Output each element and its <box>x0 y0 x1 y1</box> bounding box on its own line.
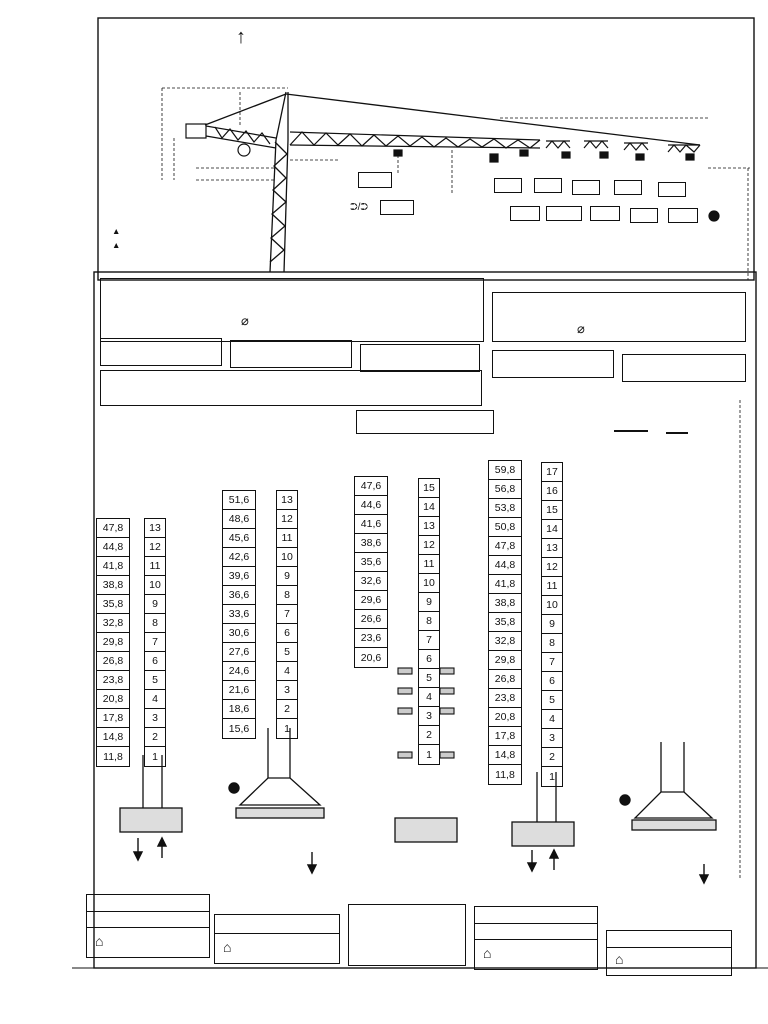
t3-row-f3 <box>475 923 597 940</box>
height-cell: 45,6 <box>223 529 255 548</box>
height-cell: 29,6 <box>355 591 387 610</box>
section-cell: 4 <box>277 662 297 681</box>
section-cell: 10 <box>542 596 562 615</box>
model-ba45a <box>360 344 480 372</box>
height-cell: 20,8 <box>97 690 129 709</box>
height-cell: 47,8 <box>489 537 521 556</box>
height-cell: 35,8 <box>489 613 521 632</box>
height-cell: 18,6 <box>223 700 255 719</box>
section-cell: 4 <box>145 690 165 709</box>
reaction-table-1 <box>86 894 210 958</box>
t4-row-f1 <box>607 931 731 948</box>
reaction-table-4 <box>606 930 732 976</box>
tip-load-2 <box>546 206 582 221</box>
height-cell: 32,8 <box>97 614 129 633</box>
section-cell: 5 <box>145 671 165 690</box>
section-cell: 9 <box>542 615 562 634</box>
height-cell: 38,8 <box>489 594 521 613</box>
reaction-table-3 <box>474 906 598 970</box>
height-cell: 38,6 <box>355 534 387 553</box>
height-cell: 11,8 <box>103 750 123 763</box>
section-cell: 12 <box>542 558 562 577</box>
height-cell: 21,6 <box>223 681 255 700</box>
section-cell: 15 <box>542 501 562 520</box>
height-cell: 36,6 <box>223 586 255 605</box>
height-cell: 32,6 <box>355 572 387 591</box>
reach-50 <box>572 180 600 195</box>
mast-small-box <box>100 278 484 342</box>
section-cell: 2 <box>542 748 562 767</box>
section-cell: 8 <box>542 634 562 653</box>
section-cell: 7 <box>542 653 562 672</box>
max-load-icons: ⮊/⮊ <box>350 202 368 213</box>
section-cell: 2 <box>145 728 165 747</box>
see-opposite-box <box>348 904 466 966</box>
reach-45 <box>534 178 562 193</box>
tip-load-5 <box>668 208 698 223</box>
height-cell: 59,8 <box>489 461 521 480</box>
section-cell: 7 <box>419 631 439 650</box>
section-cell: 13 <box>145 519 165 538</box>
section-cell: 6 <box>419 650 439 669</box>
section-cell: 9 <box>277 567 297 586</box>
reach-55 <box>614 180 642 195</box>
section-cell: 11 <box>419 555 439 574</box>
height-cell: 11,8 <box>495 768 515 781</box>
height-cell: 53,8 <box>489 499 521 518</box>
mast-big-size: ⌀ <box>577 321 585 336</box>
reach-40 <box>494 178 522 193</box>
height-cell: 24,6 <box>223 662 255 681</box>
height-cell: 30,6 <box>223 624 255 643</box>
height-cell: 38,8 <box>97 576 129 595</box>
model-pa459 <box>100 338 222 366</box>
section-cell: 15 <box>419 479 439 498</box>
height-cell: 20,8 <box>489 708 521 727</box>
height-cell: 27,6 <box>223 643 255 662</box>
weight-icon: ⌂ <box>95 933 104 949</box>
height-cell: 41,8 <box>97 557 129 576</box>
t2-row-f1 <box>215 915 339 934</box>
crane-tower <box>270 140 288 272</box>
height-cell: 26,8 <box>489 670 521 689</box>
section-cell: 10 <box>419 574 439 593</box>
section-cell: 6 <box>542 672 562 691</box>
section-cell: 9 <box>419 593 439 612</box>
section-cell: 1 <box>152 750 158 763</box>
height-cell: 35,8 <box>97 595 129 614</box>
section-cell: 6 <box>145 652 165 671</box>
t1-row-f3 <box>87 911 209 928</box>
top-frame <box>98 18 754 280</box>
section-cell: 14 <box>419 498 439 517</box>
section-cell: 8 <box>419 612 439 631</box>
section-cell: 4 <box>419 688 439 707</box>
box-17-6 <box>358 172 392 188</box>
section-cell: 11 <box>277 529 297 548</box>
section-cell: 8 <box>145 614 165 633</box>
section-cell: 16 <box>542 482 562 501</box>
height-cell: 26,8 <box>97 652 129 671</box>
model-vb663 <box>622 354 746 382</box>
counter-jib <box>186 124 276 148</box>
section-cell: 8 <box>277 586 297 605</box>
crane-jib <box>290 132 700 152</box>
height-cell: 14,8 <box>489 746 521 765</box>
section-cell: 3 <box>419 707 439 726</box>
height-cell: 47,8 <box>97 519 129 538</box>
section-cell: 3 <box>145 709 165 728</box>
jib-line-box <box>100 370 482 406</box>
weight-icon: ⌂ <box>615 951 624 967</box>
section-cell: 5 <box>542 691 562 710</box>
height-cell: 44,8 <box>97 538 129 557</box>
height-cell: 44,8 <box>489 556 521 575</box>
tip-load-3 <box>590 206 620 221</box>
section-cell: 17 <box>542 463 562 482</box>
height-cell: 39,6 <box>223 567 255 586</box>
brand-logo-icon: ↑ <box>236 26 246 48</box>
col2-heights <box>222 490 256 739</box>
col3-heights <box>354 476 388 668</box>
section-cell: 11 <box>542 577 562 596</box>
height-cell: 56,8 <box>489 480 521 499</box>
section-cell: 3 <box>542 729 562 748</box>
model-pa663 <box>492 350 614 378</box>
section-cell: 14 <box>542 520 562 539</box>
weight-icon: ⌂ <box>483 945 492 961</box>
mast-small-size: ⌀ <box>241 313 249 328</box>
section-cell: 3 <box>277 681 297 700</box>
section-cell: 7 <box>145 633 165 652</box>
section-cell: 12 <box>277 510 297 529</box>
weight-icon: ⌂ <box>223 939 232 955</box>
t1-row-f2 <box>87 895 209 912</box>
section-cell: 2 <box>419 726 439 745</box>
tip-load-4 <box>630 208 658 223</box>
height-cell: 17,8 <box>489 727 521 746</box>
foundations <box>120 808 716 846</box>
height-cell: 33,6 <box>223 605 255 624</box>
height-cell: 23,8 <box>489 689 521 708</box>
t3-row-f2 <box>475 907 597 924</box>
section-cell: 13 <box>277 491 297 510</box>
height-cell: 14,8 <box>97 728 129 747</box>
height-cell: 15,6 <box>228 722 250 735</box>
height-cell: 32,8 <box>489 632 521 651</box>
mast-big-box <box>492 292 746 342</box>
height-cell: 41,8 <box>489 575 521 594</box>
tip-load-1 <box>510 206 540 221</box>
height-cell: 48,6 <box>223 510 255 529</box>
section-cell: 6 <box>277 624 297 643</box>
section-cell: 5 <box>419 669 439 688</box>
section-cell: 1 <box>284 722 290 735</box>
section-cell: 7 <box>277 605 297 624</box>
height-cell: 17,8 <box>97 709 129 728</box>
box-max-load <box>380 200 414 215</box>
height-cell: 51,6 <box>223 491 255 510</box>
col5-heights <box>614 430 648 432</box>
note-jib: ▲ <box>112 240 121 250</box>
reach-60 <box>658 182 686 197</box>
section-cell: 12 <box>419 536 439 555</box>
h-formula-box <box>356 410 494 434</box>
section-cell: 13 <box>419 517 439 536</box>
section-cell: 9 <box>145 595 165 614</box>
section-cell: 5 <box>277 643 297 662</box>
height-cell: 35,6 <box>355 553 387 572</box>
height-cell: 20,6 <box>360 651 382 664</box>
col5-sections <box>666 432 688 434</box>
height-cell: 26,6 <box>355 610 387 629</box>
col4-sections <box>541 462 563 787</box>
model-sb459 <box>230 340 352 368</box>
col1-sections <box>144 518 166 767</box>
col1-heights <box>96 518 130 767</box>
section-cell: 13 <box>542 539 562 558</box>
section-cell: 2 <box>277 700 297 719</box>
col4-heights <box>488 460 522 785</box>
col2-sections <box>276 490 298 739</box>
note-fleche: ▲ <box>112 226 121 236</box>
height-cell: 42,6 <box>223 548 255 567</box>
section-cell: 10 <box>145 576 165 595</box>
section-cell: 1 <box>426 748 432 761</box>
section-cell: 10 <box>277 548 297 567</box>
section-cell: 12 <box>145 538 165 557</box>
height-cell: 23,6 <box>355 629 387 648</box>
section-cell: 4 <box>542 710 562 729</box>
reaction-table-2 <box>214 914 340 964</box>
col3-sections <box>418 478 440 765</box>
height-cell: 29,8 <box>489 651 521 670</box>
height-cell: 41,6 <box>355 515 387 534</box>
height-cell: 23,8 <box>97 671 129 690</box>
dim-lines <box>162 88 750 880</box>
height-cell: 47,6 <box>355 477 387 496</box>
section-cell: 11 <box>145 557 165 576</box>
height-cell: 44,6 <box>355 496 387 515</box>
height-cell: 50,8 <box>489 518 521 537</box>
height-cell: 29,8 <box>97 633 129 652</box>
section-cell: 1 <box>549 770 555 783</box>
